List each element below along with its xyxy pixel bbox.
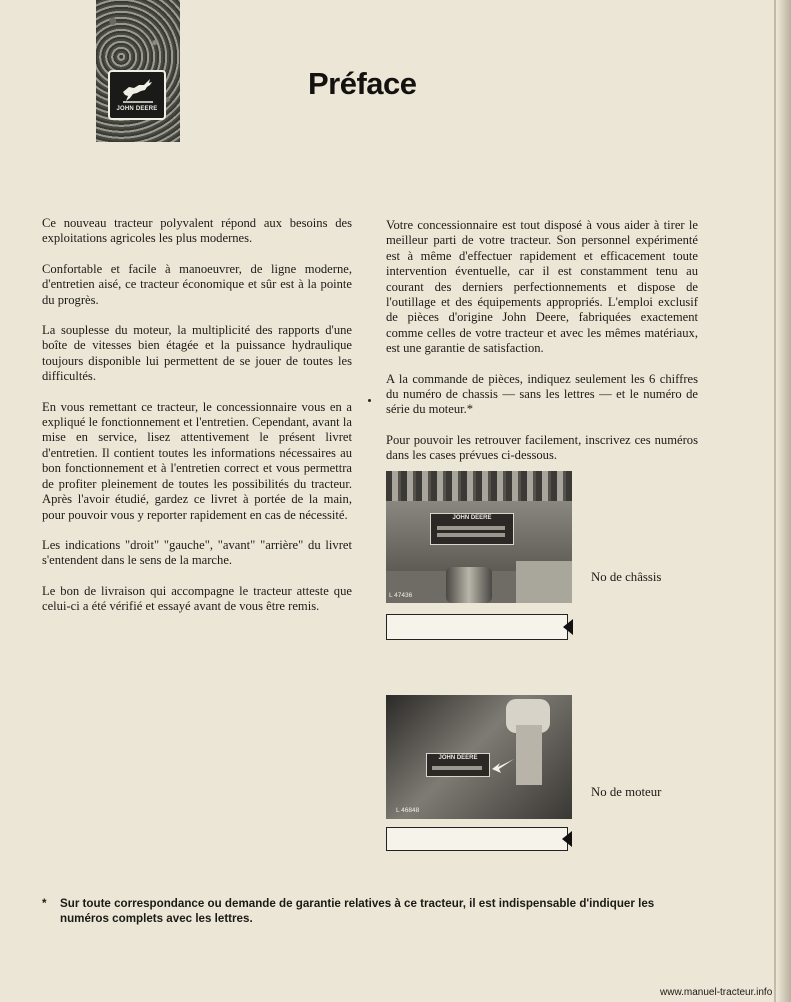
engine-photo <box>386 695 572 819</box>
footnote-text: Sur toute correspondance ou demande de garantie relatives à ce tracteur, il est indispensable d'indiquer les numéros complets avec les lettres. <box>60 897 655 925</box>
engine-photo-code: L 46848 <box>396 807 420 814</box>
arrow-icon <box>490 757 516 775</box>
footnote <box>42 896 702 926</box>
website-watermark: www.manuel-tracteur.info <box>660 987 773 998</box>
logo-text: JOHN DEERE <box>116 106 158 112</box>
paragraph: Ce nouveau tracteur polyvalent répond aux besoins des exploitations agricoles les plus modernes. <box>42 216 352 246</box>
john-deere-logo <box>108 70 166 120</box>
right-column <box>386 218 698 479</box>
footnote-marker: * <box>42 897 47 910</box>
paragraph: La souplesse du moteur, la multiplicité des rapports d'une boîte de vitesses bien étagée et la puissance hydraulique toujours disponible lui permettent de se jouer de toutes les difficultés. <box>42 323 352 384</box>
deer-icon <box>121 78 155 104</box>
left-column <box>42 216 352 630</box>
arrow-left-icon <box>563 619 573 635</box>
page-fold <box>774 0 776 1002</box>
paragraph: Votre concessionnaire est tout disposé à vous aider à tirer le meilleur parti de votre tracteur. Son personnel expérimenté est à même d'effectuer rapidement et efficacement toute intervention éventuelle, car il est constamment tenu au courant des derniers perfectionnements et dispose de l'outillage et des équipements appropriés. L'emploi exclusif de pièces d'origine John Deere, fabriquées exactement comme celles de votre tracteur et avec les mêmes matériaux, est une garantie de satisfaction. <box>386 218 698 356</box>
paragraph: Pour pouvoir les retrouver facilement, inscrivez ces numéros dans les cases prévues ci-dessous. <box>386 432 698 463</box>
chassis-photo-code: L 47436 <box>389 592 413 599</box>
chassis-caption: No de châssis <box>591 570 662 584</box>
page-title: Préface <box>308 66 417 101</box>
print-speck <box>368 399 371 402</box>
chassis-photo <box>386 471 572 603</box>
paragraph: Le bon de livraison qui accompagne le tracteur atteste que celui-ci a été vérifié et essayé avant de vous être remis. <box>42 583 352 614</box>
paragraph: A la commande de pièces, indiquez seulement les 6 chiffres du numéro de chassis — sans les lettres — et le numéro de série du moteur.* <box>386 371 698 417</box>
chassis-plate <box>430 513 514 545</box>
paragraph: Les indications "droit" "gauche", "avant" "arrière" du livret s'entendent dans le sens de la marche. <box>42 537 352 568</box>
chassis-plate-label: JOHN DEERE <box>452 515 492 521</box>
engine-caption: No de moteur <box>591 785 662 799</box>
page-edge-shadow <box>777 0 791 1002</box>
arrow-left-icon <box>562 831 572 847</box>
engine-number-field[interactable] <box>386 827 568 851</box>
chassis-number-field[interactable] <box>386 614 568 640</box>
engine-plate <box>426 753 490 777</box>
engine-plate-label: JOHN DEERE <box>438 755 478 761</box>
paragraph: En vous remettant ce tracteur, le concessionnaire vous en a expliqué le fonctionnement et l'entretien. Cependant, avant la mise en service, lisez attentivement le présent livret d'entretien. Il contient toutes les informations nécessaires au bon fonctionnement et à l'entretien correct et vous permettra de profiter pleinement de toutes les possibilités du tracteur. Après l'avoir étudié, gardez ce livret à portée de la main, pour pouvoir vous y reporter rapidement en cas de nécessité. <box>42 399 352 522</box>
radiator-grille <box>386 471 572 501</box>
john-deere-logo-block <box>96 0 180 142</box>
paragraph: Confortable et facile à manoeuvrer, de ligne moderne, d'entretien aisé, ce tracteur économique et sûr est à la pointe du progrès. <box>42 261 352 307</box>
